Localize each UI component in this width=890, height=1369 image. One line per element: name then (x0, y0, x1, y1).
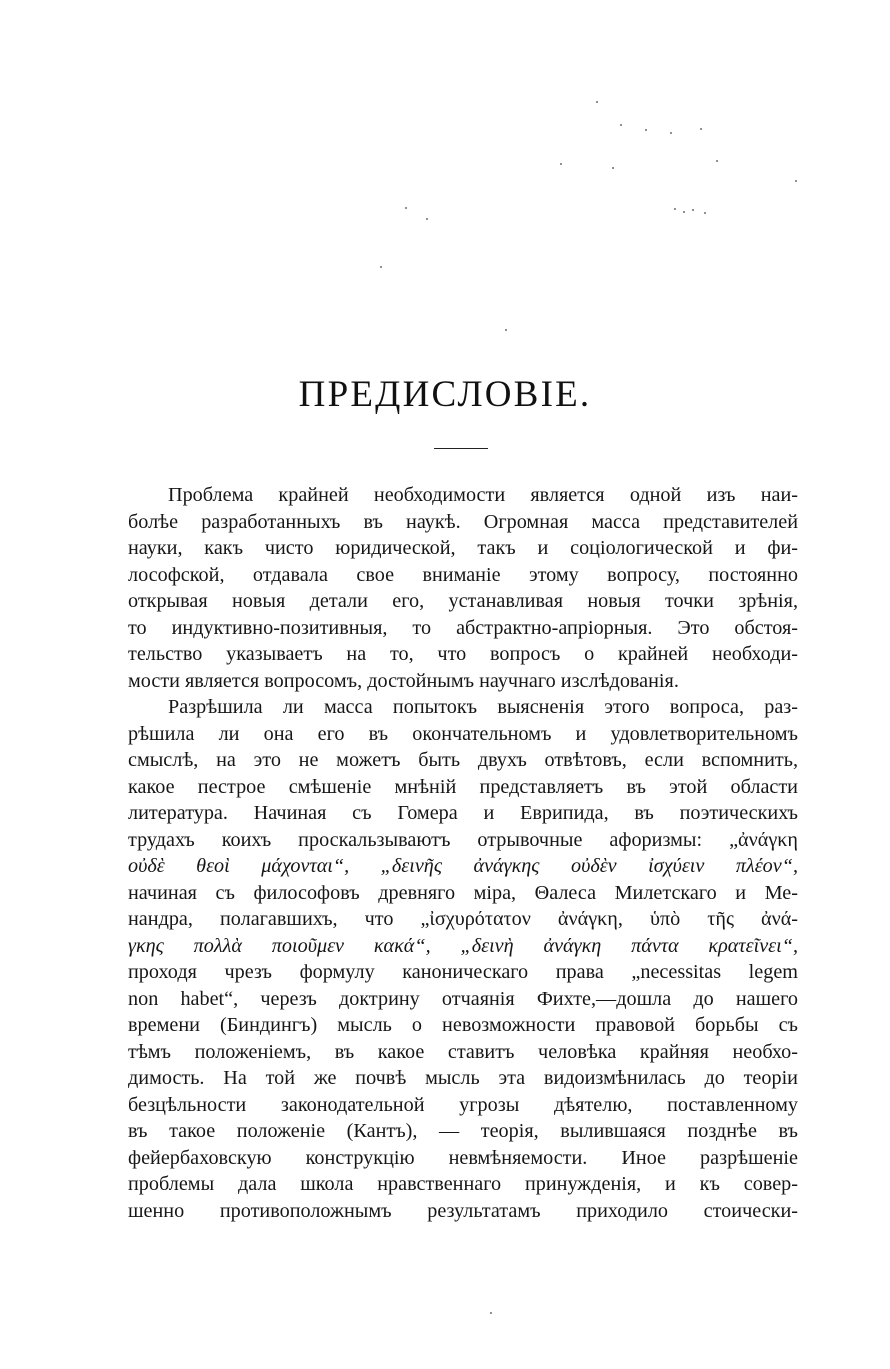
text-line: нандра, полагавшихъ, что „ἰσχυρότατον ἀνάγκη, ὑπὸ τῆς ἀνά- (128, 908, 798, 930)
text-line: то индуктивно-позитивныя, то абстрактно-апріорныя. Это обстоя- (128, 616, 798, 639)
text-line: въ такое положеніе (Кантъ), — теорія, вылившаяся позднѣе въ (128, 1120, 798, 1142)
text-line: тѣмъ положеніемъ, въ какое ставитъ человѣка крайняя необхо- (128, 1040, 798, 1063)
text-line: открывая новыя детали его, устанавливая новыя точки зрѣнія, (128, 590, 798, 612)
text-line: шенно противоположнымъ результатамъ приходило стоически- (128, 1199, 798, 1222)
text-line: Разрѣшила ли масса попытокъ выясненія этого вопроса, раз- (168, 696, 798, 718)
text-line: рѣшила ли она его въ окончательномъ и удовлетворительномъ (128, 722, 798, 745)
text-line: γκης πολλὰ ποιοῦμεν κακά“, „δεινὴ ἀνάγκη πάντα κρατεῖνει“, (128, 934, 798, 957)
text-line: тельство указываетъ на то, что вопросъ о крайней необходи- (128, 643, 798, 665)
text-line: безцѣльности законодательной угрозы дѣятелю, поставленному (128, 1093, 798, 1116)
text-line: Проблема крайней необходимости является одной изъ наи- (168, 484, 798, 506)
text-line: какое пестрое смѣшеніе мнѣній представляетъ въ этой области (128, 775, 798, 798)
text-line: проблемы дала школа нравственнаго принужденія, и къ совер- (128, 1173, 798, 1195)
text-line: времени (Биндингъ) мысль о невозможности правовой борьбы съ (128, 1014, 798, 1036)
page-title: ПРЕДИСЛОВІЕ. (298, 374, 592, 415)
title-divider (434, 448, 488, 449)
text-line: начиная съ философовъ древняго міра, Θалеса Милетскаго и Ме- (128, 881, 798, 904)
text-line: литература. Начиная съ Гомера и Еврипида, въ поэтическихъ (128, 802, 798, 824)
text-line: мости является вопросомъ, достойнымъ научнаго изслѣдованія. (128, 669, 679, 692)
text-line: смыслѣ, на это не можетъ быть двухъ отвѣтовъ, если вспомнить, (128, 749, 798, 771)
text-line: non habet“, черезъ доктрину отчаянія Фихте,—дошла до нашего (128, 987, 798, 1010)
text-line: проходя чрезъ формулу каноническаго права „necessitas legem (128, 961, 798, 983)
text-line: οὐδὲ θεοὶ μάχονται“, „δεινῆς ἀνάγκης οὐδὲν ἰσχύειν πλέον“, (128, 855, 798, 877)
text-line: трудахъ коихъ проскальзываютъ отрывочные афоризмы: „ἀνάγκη (128, 828, 798, 851)
text-line: болѣе разработанныхъ въ наукѣ. Огромная масса представителей (128, 510, 798, 533)
text-line: фейербаховскую конструкцію невмѣняемости. Иное разрѣшеніе (128, 1146, 798, 1169)
text-line: лософской, отдавала свое вниманіе этому вопросу, постоянно (128, 563, 798, 586)
text-line: науки, какъ чисто юридической, такъ и соціологической и фи- (128, 537, 798, 559)
text-line: димость. На той же почвѣ мысль эта видоизмѣнилась до теоріи (128, 1067, 798, 1089)
body-text (128, 482, 798, 1224)
